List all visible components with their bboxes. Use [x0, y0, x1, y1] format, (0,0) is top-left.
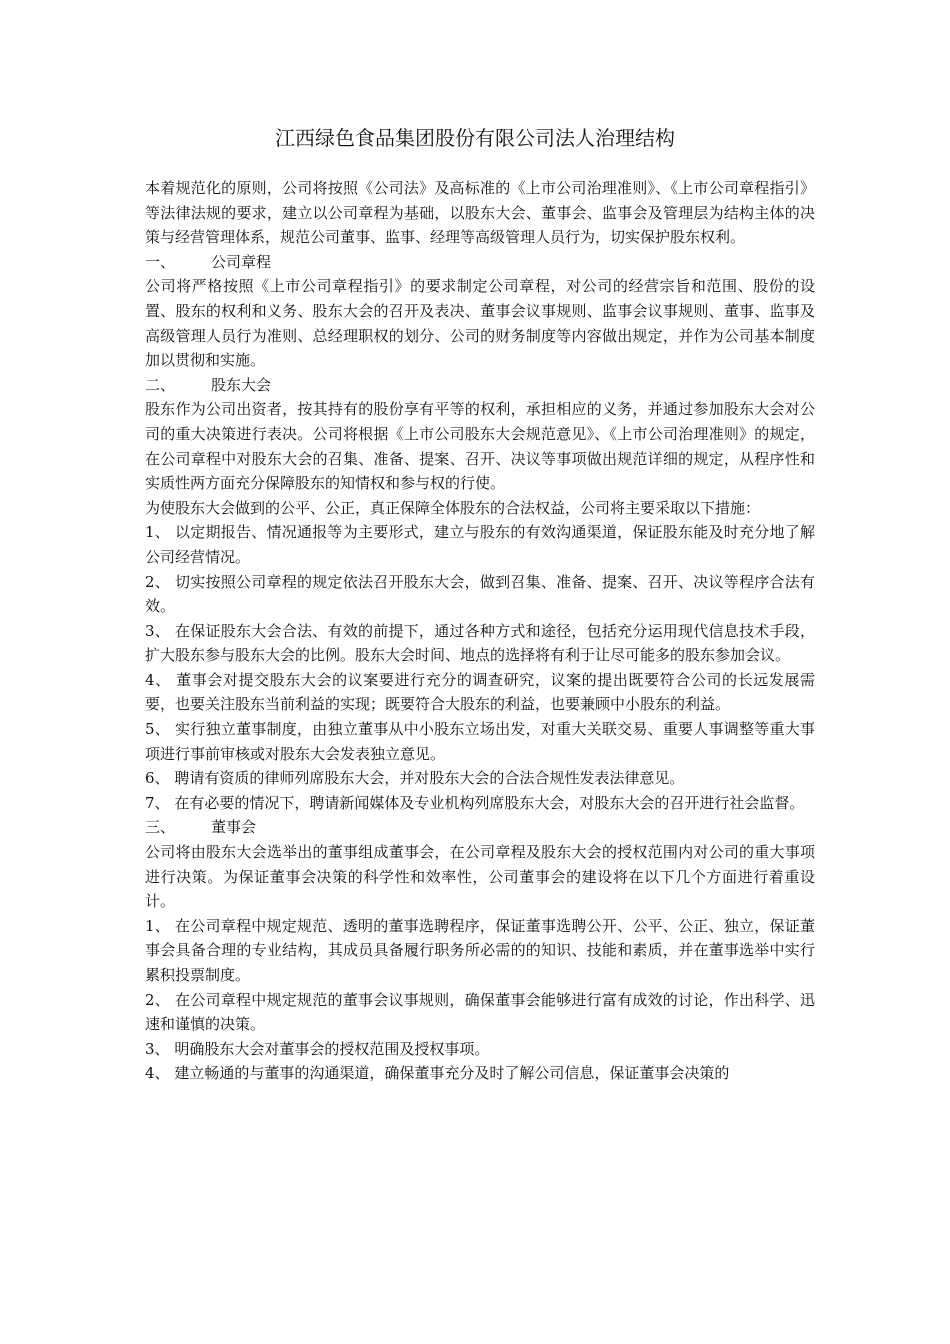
section-heading [145, 373, 815, 398]
list-item [145, 619, 815, 668]
list-item-number: 4、 [145, 670, 171, 689]
list-item-text: 在公司章程中规定规范的董事会议事规则，确保董事会能够进行富有成效的讨论，作出科学、迅速和谨慎的决策。 [145, 990, 815, 1034]
list-item-number: 2、 [145, 572, 171, 591]
list-item-text: 在有必要的情况下，聘请新闻媒体及专业机构列席股东大会，对股东大会的召开进行社会监督。 [174, 793, 805, 812]
section-title: 股东大会 [211, 375, 272, 394]
list-item-text: 实行独立董事制度，由独立董事从中小股东立场出发，对重大关联交易、重要人事调整等重大事项进行事前审核或对股东大会发表独立意见。 [145, 720, 815, 763]
list-item [145, 766, 815, 791]
list-item [145, 1061, 815, 1086]
section-heading [145, 250, 815, 275]
document-title: 江西绿色食品集团股份有限公司法人治理结构 [275, 126, 675, 150]
list-item [145, 1037, 815, 1062]
list-item-number: 1、 [145, 916, 171, 935]
list-item-text: 在保证股东大会合法、有效的前提下，通过各种方式和途径，包括充分运用现代信息技术手段，扩大股东参与股东大会的比例。股东大会时间、地点的选择将有利于让尽可能多的股东参加会议。 [145, 621, 815, 665]
list-item [145, 520, 815, 569]
section-articles [145, 250, 815, 373]
document-body [145, 176, 815, 1086]
section-number: 一、 [145, 252, 176, 271]
list-item-text: 切实按照公司章程的规定依法召开股东大会，做到召集、准备、提案、召开、决议等程序合法有效。 [145, 572, 815, 616]
list-item-text: 董事会对提交股东大会的议案要进行充分的调查研究，议案的提出既要符合公司的长远发展需要，也要关注股东当前利益的实现；既要符合大股东的利益，也要兼顾中小股东的利益。 [145, 670, 815, 714]
list-item-number: 4、 [145, 1064, 170, 1083]
list-item [145, 668, 815, 717]
section-title: 董事会 [211, 818, 257, 837]
list-item-text: 明确股东大会对董事会的授权范围及授权事项。 [174, 1039, 490, 1058]
section-heading [145, 815, 815, 840]
section-paragraph: 公司将由股东大会选举出的董事组成董事会，在公司章程及股东大会的授权范围内对公司的重大事项进行决策。为保证董事会决策的科学性和效率性，公司董事会的建设将在以下几个方面进行着重设计。 [145, 843, 815, 911]
list-item-text: 在公司章程中规定规范、透明的董事选聘程序，保证董事选聘公开、公平、公正、独立，保证董事会具备合理的专业结构，其成员具备履行职务所必需的的知识、技能和素质，并在董事选举中实行累积投票制度。 [145, 916, 815, 984]
list-item-number: 5、 [145, 720, 171, 739]
list-item [145, 914, 815, 988]
section-paragraph: 公司将严格按照《上市公司章程指引》的要求制定公司章程，对公司的经营宗旨和范围、股份的设置、股东的权利和义务、股东大会的召开及表决、董事会议事规则、监事会议事规则、董事、监事及高级管理人员行为准则、总经理职权的划分、公司的财务制度等内容做出规定，并作为公司基本制度加以贯彻和实施。 [145, 277, 815, 370]
list-item-text: 以定期报告、情况通报等为主要形式，建立与股东的有效沟通渠道，保证股东能及时充分地了解公司经营情况。 [145, 523, 815, 566]
section-number: 二、 [145, 375, 176, 394]
list-item-number: 3、 [145, 621, 171, 640]
list-item [145, 717, 815, 766]
section-number: 三、 [145, 818, 176, 837]
list-item-text: 聘请有资质的律师列席股东大会，并对股东大会的合法合规性发表法律意见。 [174, 769, 685, 788]
section-paragraph: 为使股东大会做到的公平、公正，真正保障全体股东的合法权益，公司将主要采取以下措施： [145, 498, 761, 517]
list-item [145, 570, 815, 619]
list-item-text: 建立畅通的与董事的沟通渠道，确保董事充分及时了解公司信息，保证董事会决策的 [174, 1064, 730, 1083]
section-shareholders-meeting [145, 373, 815, 816]
list-item-number: 7、 [145, 793, 170, 812]
section-title: 公司章程 [211, 252, 272, 271]
list-item-number: 2、 [145, 990, 171, 1009]
list-item [145, 791, 815, 816]
list-item [145, 988, 815, 1037]
section-board-of-directors [145, 815, 815, 1086]
list-item-number: 3、 [145, 1039, 170, 1058]
intro-paragraph: 本着规范化的原则，公司将按照《公司法》及高标准的《上市公司治理准则》、《上市公司章程指引》等法律法规的要求，建立以公司章程为基础，以股东大会、董事会、监事会及管理层为结构主体的决策与经营管理体系，规范公司董事、监事、经理等高级管理人员行为，切实保护股东权利。 [145, 179, 815, 247]
list-item-number: 1、 [145, 523, 171, 542]
list-item-number: 6、 [145, 769, 170, 788]
section-paragraph: 股东作为公司出资者，按其持有的股份享有平等的权利，承担相应的义务，并通过参加股东大会对公司的重大决策进行表决。公司将根据《上市公司股东大会规范意见》、《上市公司治理准则》的规定，在公司章程中对股东大会的召集、准备、提案、召开、决议等事项做出规范详细的规定，从程序性和实质性两方面充分保障股东的知情权和参与权的行使。 [145, 400, 815, 493]
